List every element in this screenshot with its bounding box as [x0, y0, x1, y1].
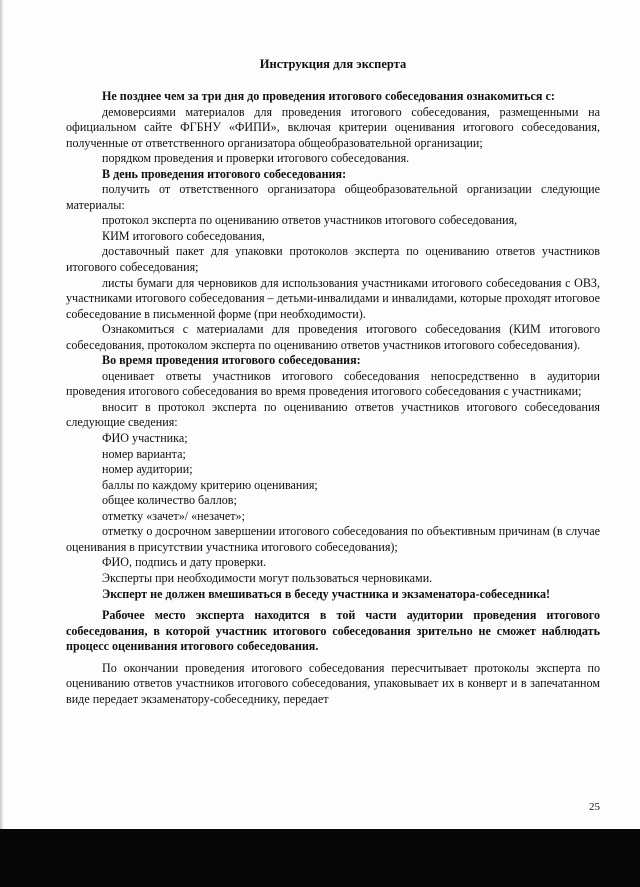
list-item: отметку «зачет»/ «незачет»;	[102, 508, 245, 523]
paragraph: порядком проведения и проверки итогового собеседования.	[102, 151, 410, 166]
list-item: номер аудитории;	[102, 462, 193, 477]
paragraph: Ознакомиться с материалами для проведения итогового собеседования (КИМ итогового собеседования, протоколом эксперта по оцениванию ответов участников итогового собеседования).	[66, 322, 600, 352]
list-item: баллы по каждому критерию оценивания;	[102, 477, 318, 492]
paragraph: Эксперты при необходимости могут пользоваться черновиками.	[102, 570, 433, 585]
paragraph-workplace: Рабочее место эксперта находится в той части аудитории проведения итогового собеседования, в которой участник итогового собеседования зрительно не сможет наблюдать процесс оценивания итогового собеседования.	[66, 608, 600, 654]
list-item: общее количество баллов;	[102, 493, 237, 508]
list-item: ФИО, подпись и дату проверки.	[102, 555, 267, 570]
paragraph-warning: Эксперт не должен вмешиваться в беседу участника и экзаменатора-собеседника!	[102, 586, 551, 601]
scan-bottom-band	[0, 829, 640, 887]
document-body	[66, 56, 600, 707]
paragraph: протокол эксперта по оцениванию ответов участников итогового собеседования,	[102, 213, 518, 228]
paragraph: КИМ итогового собеседования,	[102, 228, 265, 243]
paragraph-heading-during: Во время проведения итогового собеседования:	[102, 353, 361, 368]
paragraph: получить от ответственного организатора общеобразовательной организации следующие материалы:	[66, 182, 600, 212]
paragraph: листы бумаги для черновиков для использования участниками итогового собеседования с ОВЗ, участниками итогового собеседования – детьми-инвалидами и инвалидами, которые проходят итоговое собеседование в письменной форме (при необходимости).	[66, 275, 600, 321]
document-title: Инструкция для эксперта	[259, 57, 407, 71]
paragraph: вносит в протокол эксперта по оцениванию ответов участников итогового собеседования следующие сведения:	[66, 399, 600, 430]
list-item: ФИО участника;	[102, 431, 188, 446]
paragraph: оценивает ответы участников итогового собеседования непосредственно в аудитории проведения итогового собеседования во время проведения итогового собеседования с участниками;	[66, 368, 600, 399]
list-item: отметку о досрочном завершении итогового собеседования по объективным причинам (в случае оценивания в присутствии участника итогового собеседования);	[66, 524, 600, 554]
list-item: номер варианта;	[102, 446, 186, 461]
scan-edge-shadow	[0, 0, 4, 829]
paragraph-heading-day: В день проведения итогового собеседования:	[102, 166, 347, 181]
paragraph: доставочный пакет для упаковки протоколов эксперта по оцениванию ответов участников итогового собеседования;	[66, 244, 600, 275]
paragraph: демоверсиями материалов для проведения итогового собеседования, размещенными на официальном сайте ФГБНУ «ФИПИ», включая критерии оценивания итогового собеседования, полученные от ответственного организатора общеобразовательной организации;	[66, 104, 600, 150]
paragraph-heading-before: Не позднее чем за три дня до проведения итогового собеседования ознакомиться с:	[102, 89, 555, 103]
paragraph: По окончании проведения итогового собеседования пересчитывает протоколы эксперта по оцениванию ответов участников итогового собеседования, упаковывает их в конверт и в запечатанном виде передает экзаменатору-собеседнику, передает	[66, 660, 600, 706]
page-number: 25	[589, 801, 600, 813]
